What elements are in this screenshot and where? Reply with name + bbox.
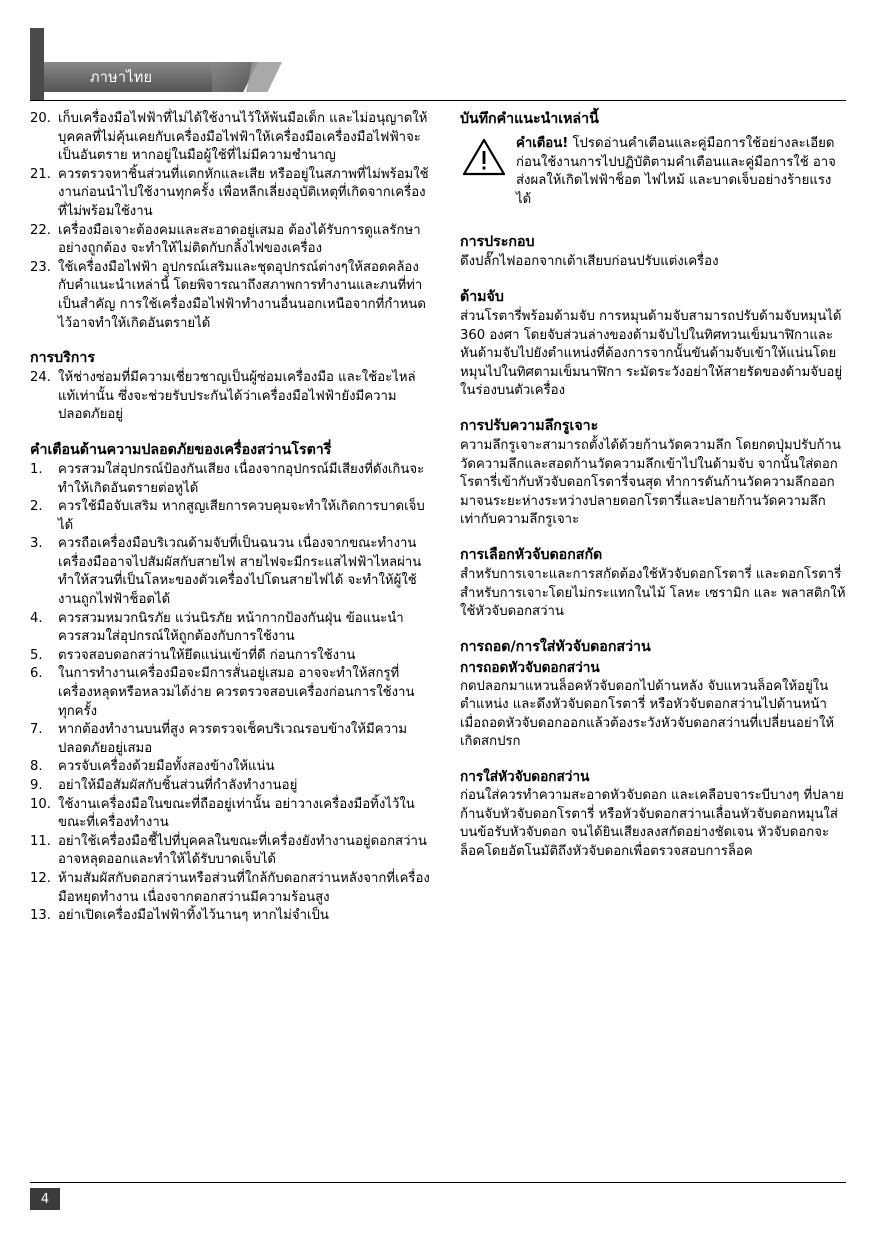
footer-divider — [30, 1182, 846, 1183]
list-item-text: ควรสวมหมวกนิรภัย แว่นนิรภัย หน้ากากป้องกันฝุ่น ข้อแนะนำ ควรสวมใส่อุปกรณ์ให้ถูกต้องกับการใช้งาน — [58, 610, 404, 645]
section-heading-chuck-selection: การเลือกหัวจับดอกสกัด — [460, 546, 603, 563]
list-item-text: ควรสวมใส่อุปกรณ์ป้องกันเสียง เนื่องจากอุปกรณ์มีเสียงที่ดังเกินจะทำให้เกิดอันตรายต่อหูได้ — [58, 461, 425, 496]
list-item — [30, 110, 430, 166]
warning-callout — [460, 135, 846, 209]
list-item — [30, 796, 430, 833]
section-heading-depth-adjust: การปรับความลึกรูเจาะ — [460, 417, 599, 434]
list-item-number: 5. — [30, 647, 43, 663]
list-item-text: เครื่องมือเจาะต้องคมและสะอาดอยู่เสมอ ต้องได้รับการดูแลรักษาอย่างถูกต้อง จะทำให้ไม่ติดกับกลิ้งไฟของเครื่อง — [58, 222, 421, 257]
list-item — [30, 369, 430, 425]
subsection-heading-chuck-remove: การถอดหัวจับดอกสว่าน — [460, 659, 600, 676]
list-item-number: 12. — [30, 870, 51, 886]
list-item-number: 22. — [30, 222, 51, 238]
list-item-text: หากต้องทำงานบนที่สูง ควรตรวจเช็คบริเวณรอบข้างให้มีความปลอดภัยอยู่เสมอ — [58, 722, 408, 756]
list-item-text: ในการทำงานเครื่องมือจะมีการสั่นอยู่เสมอ อาจจะทำให้สกรูที่เครื่องหลุดหรือหลวมได้ง่าย ควรตรวจสอบเครื่องก่อนการใช้งานทุกครั้ง — [58, 666, 415, 719]
list-item — [30, 758, 430, 777]
chuck-selection-paragraph-2: สำหรับการเจาะโดยไม่กระแทกในไม้ โลหะ เซรามิก และ พลาสติกให้ใช้หัวจับดอกสว่าน — [460, 585, 846, 620]
list-item-number: 24. — [30, 370, 51, 386]
list-item-text: ใช้เครื่องมือไฟฟ้า อุปกรณ์เสริมและชุดอุปกรณ์ต่างๆให้สอดคล้องกับคำแนะนำเหล่านี้ โดยพิจารณาถึงสภาพการทำงานและภนที่ท่าเป็นสำคัญ การใช้เครื่องมือไฟฟ้าทำงานอื่นนอกเหนือจากที่กำหนดไว้อาจทำให้เกิดอันตรายได้ — [58, 259, 426, 331]
list-item-number: 8. — [30, 759, 43, 775]
list-item-number: 7. — [30, 722, 43, 738]
depth-adjust-paragraph: ความลึกรูเจาะสามารถตั้งได้ด้วยก้านวัดความลึก โดยกดปุ่มปรับก้านวัดความลึกและสอดก้านวัดความลึกเข้าไปในด้ามจับ จากนั้นใส่ดอกโรตารี่เข้ากับหัวจับดอกโรตารี่จนสุด ทำการดันก้านวัดความลึกออกมาจนระยะห่างระหว่างปลายดอกโรตารี่และปลายก้านวัดความลึกเท่ากับความลึกรูเจาะ — [460, 437, 841, 528]
list-item-number: 11. — [30, 833, 51, 849]
list-item-number: 20. — [30, 111, 51, 126]
list-item-text: อย่าใช้เครื่องมือชี้ไปที่บุคคลในขณะที่เครื่องยังทำงานอยู่ดอกสว่านอาจหลุดออกและทำให้ได้รับบาดเจ็บได้ — [58, 833, 427, 868]
service-list — [30, 369, 430, 425]
warning-triangle-icon — [462, 137, 506, 177]
list-item-text: ใช้งานเครื่องมือในขณะที่ถืออยู่เท่านั้น อย่าวางเครื่องมือทิ้งไว้ในขณะที่เครื่องทำงาน — [58, 796, 415, 831]
list-item-number: 21. — [30, 166, 51, 182]
list-item-text: อย่าเปิดเครื่องมือไฟฟ้าทิ้งไว้นานๆ หากไม่จำเป็น — [58, 908, 329, 924]
safety-continued-list — [30, 110, 430, 333]
assembly-paragraph: ดึงปลั๊กไฟออกจากเต้าเสียบก่อนปรับแต่งเครื่อง — [460, 254, 719, 270]
list-item-text: ห้ามสัมผัสกับดอกสว่านหรือส่วนที่ใกล้กับดอกสว่านหลังจากที่เครื่องมือหยุดทำงาน เนื่องจากดอกสว่านมีความร้อนสูง — [58, 870, 430, 905]
list-item — [30, 907, 430, 926]
list-item-number: 10. — [30, 796, 51, 812]
header-divider — [30, 100, 846, 101]
warning-text: โปรดอ่านคำเตือนและคู่มือการใช้อย่างละเอียดก่อนใช้งานการไปปฏิบัติตามคำเตือนและคู่มือการใช้ อาจส่งผลให้เกิดไฟฟ้าช็อต ไฟไหม้ และบาดเจ็บอย่างร้ายแรงได้ — [516, 136, 836, 207]
list-item-text: เก็บเครื่องมือไฟฟ้าที่ไม่ได้ใช้งานไว้ให้พ้นมือเด็ก และไม่อนุญาตให้บุคคลที่ไม่คุ้นเคยกับเครื่องมือไฟฟ้าให้เครื่องมือเครื่องมือไฟฟ้าจะเป็นอันตราย หากอยู่ในมือผู้ใช้ที่ไม่มีความชำนาญ — [58, 111, 428, 164]
left-column — [30, 110, 430, 926]
chuck-remove-paragraph: กดปลอกมาแหวนล็อคหัวจับดอกไปด้านหลัง จับแหวนล็อคให้อยู่ในตำแหน่ง และดึงหัวจับดอกโรตารี่ หรือหัวจับดอกสว่านไปด้านหน้า เมื่อถอดหัวจับดอกออกแล้วต้องระวังหัวจับดอกสว่านที่เปลี่ยนอย่าให้เกิดสกปรก — [460, 678, 835, 750]
list-item — [30, 535, 430, 609]
list-item-text: ควรใช้มือจับเสริม หากสูญเสียการควบคุมจะทำให้เกิดการบาดเจ็บได้ — [58, 499, 425, 533]
list-item — [30, 833, 430, 870]
handle-paragraph: ส่วนโรตารี่พร้อมด้ามจับ การหมุนด้ามจับสามารถปรับด้ามจับหมุนได้ 360 องศา โดยจับส่วนล่างของด้ามจับไปในทิศทวนเข็มนาฬิกาและหันด้ามจับไปยังตำแหน่งที่ต้องการจากนั้นขันด้ามจับเข้าให้แน่นโดยหมุนไปในทิศตามเข็มนาฬิกา ระมัดระวังอย่าให้สายรัดของด้ามจับอยู่ในร่องบนตัวเครื่อง — [460, 308, 843, 399]
section-heading-chuck-remove-install: การถอด/การใส่หัวจับดอกสว่าน — [460, 638, 651, 655]
section-heading-service: การบริการ — [30, 350, 95, 367]
list-item — [30, 610, 430, 647]
list-item-text: อย่าให้มือสัมผัสกับชิ้นส่วนที่กำลังทำงานอยู่ — [58, 778, 298, 793]
list-item-number: 6. — [30, 666, 43, 682]
list-item — [30, 461, 430, 498]
list-item — [30, 870, 430, 907]
header-left-bar — [30, 28, 44, 100]
list-item-number: 4. — [30, 610, 43, 626]
list-item — [30, 166, 430, 222]
section-heading-assembly: การประกอบ — [460, 234, 535, 251]
warning-label: คำเตือน! — [516, 136, 569, 151]
subsection-heading-chuck-install: การใส่หัวจับดอกสว่าน — [460, 769, 590, 786]
page-number-badge: 4 — [30, 1188, 60, 1210]
list-item — [30, 222, 430, 259]
list-item-number: 23. — [30, 259, 51, 275]
list-item-text: ควรถือเครื่องมือบริเวณด้ามจับที่เป็นฉนวน เนื่องจากขณะทำงานเครื่องมืออาจไปสัมผัสกับสายไฟ สายไฟจะมีกระแสไฟฟ้าไหลผ่าน ทำให้สวนที่เป็นโลหะของตัวเครื่องไปโดนสายไฟได้ จะทำให้ผู้ใช้งานถูกไฟฟ้าช็อตได้ — [58, 536, 422, 608]
list-item — [30, 721, 430, 758]
list-item — [30, 665, 430, 721]
list-item-number: 2. — [30, 499, 43, 515]
list-item — [30, 498, 430, 535]
list-item-number: 1. — [30, 461, 43, 477]
list-item-text: ตรวจสอบดอกสว่านให้ยึดแน่นเข้าที่ดี ก่อนการใช้งาน — [58, 647, 356, 663]
section-heading-rotary-safety: คำเตือนด้านความปลอดภัยของเครื่องสว่านโรตารี่ — [30, 441, 332, 458]
list-item — [30, 259, 430, 333]
rotary-safety-list — [30, 461, 430, 926]
list-item-number: 13. — [30, 908, 51, 924]
chuck-selection-paragraph-1: สำหรับการเจาะและการสกัดต้องใช้หัวจับดอกโรตารี่ และดอกโรตารี่ — [460, 566, 842, 582]
list-item-text: ควรตรวจหาชิ้นส่วนที่แตกหักและเสีย หรืออยู่ในสภาพที่ไม่พร้อมใช้งานก่อนนำไปใช้งานทุกครั้ง เพื่อหลีกเลี่ยงอุบัติเหตุที่เกิดจากเครื่องที่ไม่พร้อมใช้งาน — [58, 166, 429, 219]
list-item-number: 9. — [30, 778, 43, 793]
list-item — [30, 777, 430, 796]
list-item-text: ควรจับเครื่องด้วยมือทั้งสองข้างให้แน่น — [58, 759, 275, 775]
section-heading-handle: ด้ามจับ — [460, 288, 504, 305]
list-item-number: 3. — [30, 536, 43, 552]
header-language-label: ภาษาไทย — [90, 70, 153, 86]
chuck-install-paragraph: ก่อนใส่ควรทำความสะอาดหัวจับดอก และเคลือบจาระบีบางๆ ที่ปลายก้านจับหัวจับดอกโรตารี่ หรือหัวจับดอกสว่านเลื่อนหัวจับดอกหมุนใส่บนข้อรับหัวจับดอก จนได้ยินเสียงลงสกัดอย่างชัดเจน หัวจับดอกจะล็อคโดยอัตโนมัติถึงหัวจับดอกเพื่อตรวจสอบการล็อค — [460, 788, 844, 859]
right-column — [460, 110, 846, 861]
page-header — [0, 0, 875, 100]
list-item — [30, 647, 430, 666]
list-item-text: ให้ช่างซ่อมที่มีความเชี่ยวชาญเป็นผู้ซ่อมเครื่องมือ และใช้อะไหล่แท้เท่านั้น ซึ่งจะช่วยรับประกันได้ว่าเครื่องมือไฟฟ้ายังมีความปลอดภัยอยู่ — [58, 370, 416, 423]
section-heading-save-instructions: บันทึกคำแนะนำเหล่านี้ — [460, 111, 599, 127]
